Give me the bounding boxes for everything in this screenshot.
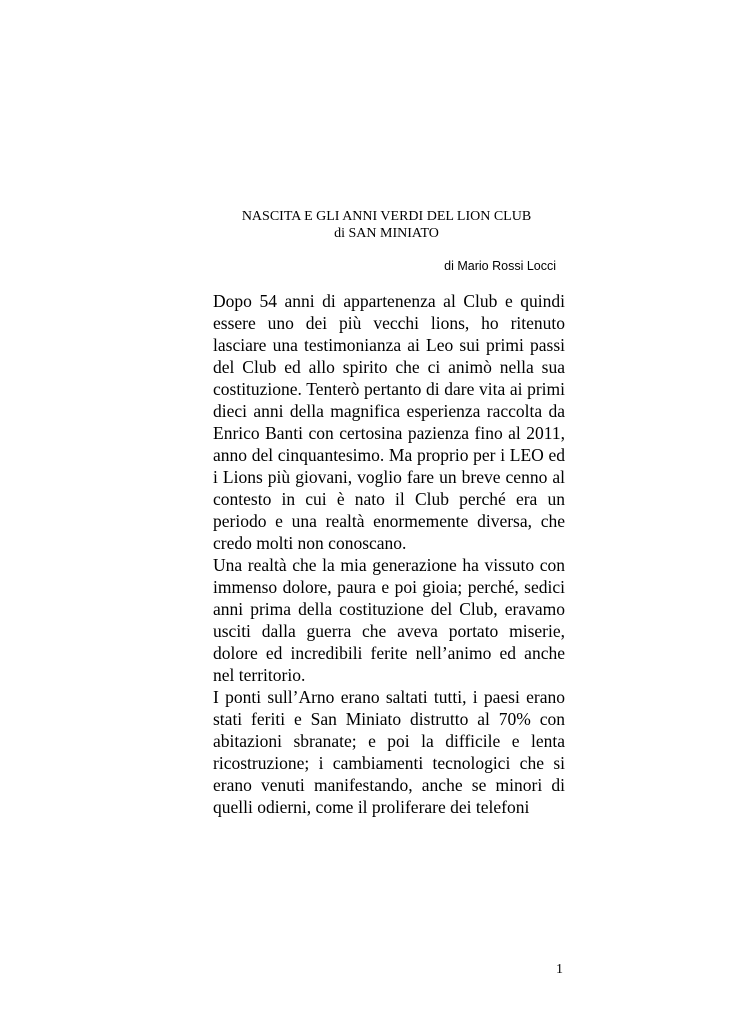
- author-byline: di Mario Rossi Locci: [444, 259, 556, 273]
- document-title: [214, 208, 559, 242]
- title-line-2: di SAN MINIATO: [334, 226, 439, 241]
- body-text: [213, 290, 565, 818]
- paragraph-3: I ponti sull’Arno erano saltati tutti, i paesi erano stati feriti e San Miniato distrutto al 70% con abitazioni sbranate; e poi la difficile e lenta ricostruzione; i cambiamenti tecnologici che si erano venuti manifestando, anche se minori di quelli odierni, come il proliferare dei telefoni: [213, 687, 565, 817]
- title-line-1: NASCITA E GLI ANNI VERDI DEL LION CLUB: [241, 209, 532, 224]
- paragraph-2: Una realtà che la mia generazione ha vissuto con immenso dolore, paura e poi gioia; perché, sedici anni prima della costituzione del Club, eravamo usciti dalla guerra che aveva portato miserie, dolore ed incredibili ferite nell’animo ed anche nel territorio.: [213, 555, 565, 685]
- page-number: 1: [556, 962, 563, 977]
- paragraph-1: Dopo 54 anni di appartenenza al Club e quindi essere uno dei più vecchi lions, ho ritenuto lasciare una testimonianza ai Leo sui primi passi del Club ed allo spirito che ci animò nella sua costituzione. Tenterò pertanto di dare vita ai primi dieci anni della magnifica esperienza raccolta da Enrico Banti con certosina pazienza fino al 2011, anno del cinquantesimo. Ma proprio per i LEO ed i Lions più giovani, voglio fare un breve cenno al contesto in cui è nato il Club perché era un periodo e una realtà enormemente diversa, che credo molti non conoscano.: [213, 291, 565, 553]
